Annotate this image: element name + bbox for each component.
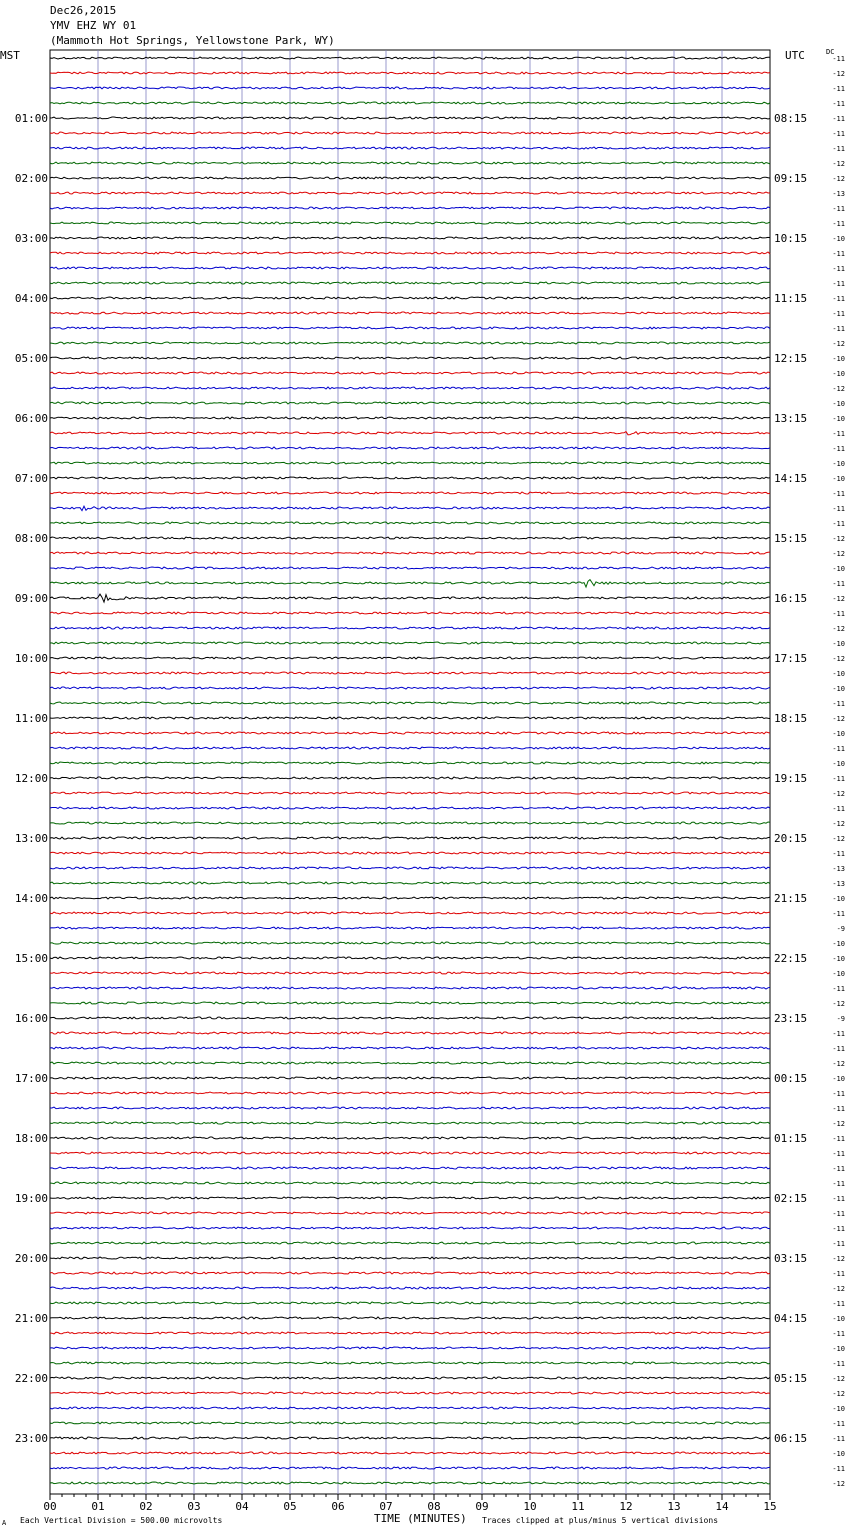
left-hour-label: 21:00 [14, 1312, 48, 1325]
trace-row-89 [50, 1392, 770, 1394]
trace-row-40 [50, 656, 770, 659]
dc-offset-label: -10 [832, 730, 845, 738]
dc-offset-label: -10 [832, 400, 845, 408]
dc-offset-label: -11 [832, 310, 845, 318]
dc-offset-label: -12 [832, 715, 845, 723]
left-hour-label: 05:00 [14, 352, 48, 365]
dc-offset-label: -11 [832, 610, 845, 618]
dc-offset-label: -11 [832, 700, 845, 708]
right-hour-label: 14:15 [774, 472, 808, 485]
dc-offset-label: -11 [832, 430, 845, 438]
dc-offset-label: -10 [832, 235, 845, 243]
trace-row-41 [50, 672, 770, 674]
dc-offset-label: -11 [832, 520, 845, 528]
x-tick-label: 10 [523, 1500, 537, 1513]
dc-offset-label: -11 [832, 850, 845, 858]
dc-offset-label: -10 [832, 685, 845, 693]
trace-row-31 [50, 522, 770, 524]
left-hour-label: 22:00 [14, 1372, 48, 1385]
dc-offset-label: -13 [832, 865, 845, 873]
trace-row-8 [50, 177, 770, 179]
dc-offset-label: -11 [832, 130, 845, 138]
trace-row-56 [50, 897, 770, 899]
trace-row-64 [50, 1017, 770, 1019]
x-tick-label: 08 [427, 1500, 441, 1513]
dc-offset-label: -11 [832, 250, 845, 258]
dc-offset-label: -11 [832, 1195, 845, 1203]
left-hour-label: 19:00 [14, 1192, 48, 1205]
trace-row-76 [50, 1197, 770, 1199]
left-hour-label: 11:00 [14, 712, 48, 725]
trace-row-63 [50, 1002, 770, 1004]
left-hour-label: 18:00 [14, 1132, 48, 1145]
left-hour-label: 02:00 [14, 172, 48, 185]
right-hour-label: 03:15 [774, 1252, 808, 1265]
trace-row-39 [50, 642, 770, 644]
right-hour-label: 08:15 [774, 112, 808, 125]
dc-offset-label: -11 [832, 775, 845, 783]
trace-row-51 [50, 822, 770, 824]
trace-row-91 [50, 1422, 770, 1424]
trace-row-77 [50, 1212, 770, 1214]
right-hour-label: 22:15 [774, 952, 808, 965]
dc-offset-label: -10 [832, 895, 845, 903]
dc-offset-label: -11 [832, 1420, 845, 1428]
dc-offset-label: -11 [832, 100, 845, 108]
dc-offset-label: -10 [832, 1315, 845, 1323]
trace-row-7 [50, 162, 770, 164]
x-tick-label: 12 [619, 1500, 633, 1513]
trace-row-60 [50, 957, 770, 959]
trace-row-1 [50, 72, 770, 74]
dc-offset-label: -11 [832, 280, 845, 288]
station-label: YMV EHZ WY 01 [50, 19, 137, 32]
dc-offset-label: -11 [832, 505, 845, 513]
trace-row-82 [50, 1287, 770, 1289]
trace-row-58 [50, 927, 770, 929]
dc-offset-label: -11 [832, 1045, 845, 1053]
dc-offset-label: -9 [836, 925, 845, 933]
dc-offset-label: -11 [832, 1135, 845, 1143]
dc-offset-label: -13 [832, 880, 845, 888]
x-tick-label: 15 [763, 1500, 777, 1513]
dc-offset-label: -11 [832, 1180, 845, 1188]
trace-row-92 [50, 1437, 770, 1439]
left-hour-label: 13:00 [14, 832, 48, 845]
dc-offset-label: -11 [832, 1270, 845, 1278]
dc-offset-label: -10 [832, 370, 845, 378]
trace-row-57 [50, 912, 770, 914]
x-tick-label: 06 [331, 1500, 345, 1513]
trace-row-80 [50, 1257, 770, 1259]
dc-offset-label: -12 [832, 1000, 845, 1008]
trace-row-52 [50, 837, 770, 839]
dc-offset-label: -10 [832, 475, 845, 483]
trace-row-17 [50, 312, 770, 314]
right-hour-label: 23:15 [774, 1012, 808, 1025]
x-tick-label: 13 [667, 1500, 681, 1513]
left-hour-label: 06:00 [14, 412, 48, 425]
trace-row-30 [50, 506, 770, 510]
trace-row-4 [50, 117, 770, 119]
dc-label: DC [826, 48, 835, 56]
trace-row-10 [50, 207, 770, 209]
right-hour-label: 00:15 [774, 1072, 808, 1085]
left-hour-label: 03:00 [14, 232, 48, 245]
trace-row-25 [50, 432, 770, 435]
date-label: Dec26,2015 [50, 4, 117, 17]
dc-offset-label: -11 [832, 295, 845, 303]
trace-row-5 [50, 132, 770, 134]
trace-row-95 [50, 1482, 770, 1484]
x-tick-label: 05 [283, 1500, 297, 1513]
trace-row-46 [50, 747, 770, 749]
dc-offset-label: -12 [832, 820, 845, 828]
trace-row-0 [50, 57, 770, 59]
dc-offset-label: -11 [832, 145, 845, 153]
trace-row-28 [50, 477, 770, 479]
dc-offset-label: -10 [832, 460, 845, 468]
trace-row-44 [50, 717, 770, 719]
right-hour-label: 17:15 [774, 652, 808, 665]
trace-row-79 [50, 1242, 770, 1244]
trace-row-93 [50, 1452, 770, 1454]
left-hour-label: 14:00 [14, 892, 48, 905]
trace-row-75 [50, 1182, 770, 1184]
left-hour-label: 07:00 [14, 472, 48, 485]
dc-offset-label: -12 [832, 70, 845, 78]
trace-row-55 [50, 882, 770, 884]
x-tick-label: 07 [379, 1500, 393, 1513]
scale-mark: A [2, 1519, 7, 1527]
trace-row-18 [50, 327, 770, 329]
trace-row-38 [50, 627, 770, 629]
trace-row-32 [50, 537, 770, 539]
trace-row-90 [50, 1407, 770, 1409]
trace-row-42 [50, 687, 770, 689]
trace-row-33 [50, 552, 770, 554]
left-hour-label: 12:00 [14, 772, 48, 785]
trace-row-61 [50, 972, 770, 974]
trace-row-9 [50, 192, 770, 194]
trace-row-53 [50, 852, 770, 854]
dc-offset-label: -12 [832, 1285, 845, 1293]
dc-offset-label: -11 [832, 745, 845, 753]
left-hour-label: 17:00 [14, 1072, 48, 1085]
left-timezone-label: MST [0, 49, 20, 62]
trace-row-94 [50, 1467, 770, 1469]
dc-offset-label: -12 [832, 1120, 845, 1128]
left-hour-label: 20:00 [14, 1252, 48, 1265]
right-hour-label: 12:15 [774, 352, 808, 365]
right-hour-label: 10:15 [774, 232, 808, 245]
dc-offset-label: -11 [832, 1225, 845, 1233]
trace-row-71 [50, 1122, 770, 1124]
right-hour-label: 18:15 [774, 712, 808, 725]
dc-offset-label: -11 [832, 1030, 845, 1038]
dc-offset-label: -12 [832, 160, 845, 168]
dc-offset-label: -11 [832, 85, 845, 93]
x-tick-label: 03 [187, 1500, 201, 1513]
trace-row-23 [50, 402, 770, 404]
dc-offset-label: -12 [832, 1255, 845, 1263]
plot-frame [50, 50, 770, 1494]
trace-row-88 [50, 1377, 770, 1379]
x-tick-label: 02 [139, 1500, 153, 1513]
x-tick-label: 00 [43, 1500, 57, 1513]
trace-row-36 [50, 594, 770, 602]
trace-row-87 [50, 1362, 770, 1364]
trace-row-13 [50, 252, 770, 254]
left-hour-label: 10:00 [14, 652, 48, 665]
left-hour-label: 08:00 [14, 532, 48, 545]
dc-offset-label: -11 [832, 265, 845, 273]
trace-row-84 [50, 1317, 770, 1319]
left-hour-label: 01:00 [14, 112, 48, 125]
right-hour-label: 20:15 [774, 832, 808, 845]
trace-row-70 [50, 1107, 770, 1109]
right-hour-label: 21:15 [774, 892, 808, 905]
trace-row-65 [50, 1032, 770, 1034]
x-tick-label: 01 [91, 1500, 105, 1513]
dc-offset-label: -11 [832, 1435, 845, 1443]
trace-row-15 [50, 282, 770, 284]
dc-offset-label: -12 [832, 1390, 845, 1398]
dc-offset-label: -12 [832, 385, 845, 393]
trace-row-74 [50, 1167, 770, 1169]
x-tick-label: 14 [715, 1500, 729, 1513]
trace-row-59 [50, 942, 770, 944]
trace-row-85 [50, 1332, 770, 1334]
x-tick-label: 11 [571, 1500, 585, 1513]
dc-offset-label: -11 [832, 205, 845, 213]
dc-offset-label: -10 [832, 1075, 845, 1083]
trace-row-73 [50, 1152, 770, 1154]
dc-offset-label: -10 [832, 760, 845, 768]
trace-row-11 [50, 222, 770, 224]
trace-row-35 [50, 580, 770, 587]
trace-row-6 [50, 147, 770, 149]
dc-offset-label: -12 [832, 835, 845, 843]
right-hour-label: 01:15 [774, 1132, 808, 1145]
trace-row-34 [50, 567, 770, 569]
right-timezone-label: UTC [785, 49, 805, 62]
trace-row-12 [50, 237, 770, 239]
dc-offset-label: -11 [832, 1165, 845, 1173]
right-hour-label: 04:15 [774, 1312, 808, 1325]
trace-row-72 [50, 1137, 770, 1139]
dc-offset-label: -10 [832, 1345, 845, 1353]
dc-offset-label: -11 [832, 1150, 845, 1158]
dc-offset-label: -10 [832, 940, 845, 948]
trace-row-37 [50, 612, 770, 614]
trace-row-49 [50, 792, 770, 794]
x-tick-label: 04 [235, 1500, 249, 1513]
trace-row-27 [50, 462, 770, 464]
dc-offset-label: -11 [832, 1465, 845, 1473]
dc-offset-label: -12 [832, 625, 845, 633]
dc-offset-label: -12 [832, 1060, 845, 1068]
dc-offset-label: -13 [832, 190, 845, 198]
trace-row-43 [50, 702, 770, 704]
dc-offset-label: -11 [832, 490, 845, 498]
dc-offset-label: -12 [832, 1375, 845, 1383]
dc-offset-label: -12 [832, 655, 845, 663]
dc-offset-label: -12 [832, 340, 845, 348]
trace-row-68 [50, 1077, 770, 1079]
dc-offset-label: -12 [832, 1480, 845, 1488]
right-hour-label: 15:15 [774, 532, 808, 545]
trace-row-62 [50, 987, 770, 989]
dc-offset-label: -11 [832, 220, 845, 228]
right-hour-label: 13:15 [774, 412, 808, 425]
trace-row-78 [50, 1227, 770, 1229]
right-hour-label: 06:15 [774, 1432, 808, 1445]
trace-row-47 [50, 762, 770, 764]
dc-offset-label: -12 [832, 535, 845, 543]
dc-offset-label: -11 [832, 1105, 845, 1113]
trace-row-26 [50, 447, 770, 449]
trace-row-14 [50, 267, 770, 269]
dc-offset-label: -11 [832, 805, 845, 813]
dc-offset-label: -10 [832, 670, 845, 678]
right-hour-label: 19:15 [774, 772, 808, 785]
dc-offset-label: -10 [832, 1405, 845, 1413]
trace-row-22 [50, 387, 770, 389]
dc-offset-label: -12 [832, 175, 845, 183]
dc-offset-label: -11 [832, 325, 845, 333]
dc-offset-label: -10 [832, 565, 845, 573]
dc-offset-label: -12 [832, 595, 845, 603]
trace-row-50 [50, 807, 770, 809]
dc-offset-label: -11 [832, 1330, 845, 1338]
dc-offset-label: -11 [832, 55, 845, 63]
right-hour-label: 16:15 [774, 592, 808, 605]
right-hour-label: 02:15 [774, 1192, 808, 1205]
left-hour-label: 09:00 [14, 592, 48, 605]
trace-row-66 [50, 1047, 770, 1049]
dc-offset-label: -9 [836, 1015, 845, 1023]
right-hour-label: 09:15 [774, 172, 808, 185]
dc-offset-label: -11 [832, 1360, 845, 1368]
dc-offset-label: -11 [832, 115, 845, 123]
trace-row-54 [50, 867, 770, 869]
dc-offset-label: -11 [832, 1300, 845, 1308]
dc-offset-label: -10 [832, 415, 845, 423]
x-axis-title: TIME (MINUTES) [374, 1512, 467, 1525]
trace-row-29 [50, 492, 770, 494]
dc-offset-label: -11 [832, 1210, 845, 1218]
trace-row-20 [50, 357, 770, 359]
dc-offset-label: -11 [832, 1090, 845, 1098]
left-hour-label: 16:00 [14, 1012, 48, 1025]
vertical-division-note: Each Vertical Division = 500.00 microvolts [20, 1516, 223, 1525]
dc-offset-label: -10 [832, 355, 845, 363]
trace-row-3 [50, 102, 770, 104]
trace-row-16 [50, 297, 770, 299]
trace-row-67 [50, 1062, 770, 1064]
dc-offset-label: -12 [832, 550, 845, 558]
left-hour-label: 04:00 [14, 292, 48, 305]
dc-offset-label: -11 [832, 1240, 845, 1248]
trace-row-21 [50, 372, 770, 374]
trace-row-45 [50, 732, 770, 734]
trace-row-86 [50, 1347, 770, 1349]
dc-offset-label: -11 [832, 985, 845, 993]
trace-row-83 [50, 1302, 770, 1304]
dc-offset-label: -11 [832, 580, 845, 588]
dc-offset-label: -10 [832, 640, 845, 648]
trace-row-48 [50, 777, 770, 779]
left-hour-label: 23:00 [14, 1432, 48, 1445]
dc-offset-label: -11 [832, 910, 845, 918]
trace-row-2 [50, 87, 770, 89]
trace-row-81 [50, 1272, 770, 1274]
dc-offset-label: -10 [832, 970, 845, 978]
location-label: (Mammoth Hot Springs, Yellowstone Park, WY) [50, 34, 335, 47]
trace-row-24 [50, 417, 770, 419]
dc-offset-label: -11 [832, 445, 845, 453]
clip-note: Traces clipped at plus/minus 5 vertical divisions [482, 1516, 719, 1525]
x-tick-label: 09 [475, 1500, 489, 1513]
left-hour-label: 15:00 [14, 952, 48, 965]
right-hour-label: 11:15 [774, 292, 808, 305]
trace-row-19 [50, 342, 770, 344]
dc-offset-label: -10 [832, 955, 845, 963]
right-hour-label: 05:15 [774, 1372, 808, 1385]
trace-row-69 [50, 1092, 770, 1094]
dc-offset-label: -10 [832, 1450, 845, 1458]
dc-offset-label: -12 [832, 790, 845, 798]
